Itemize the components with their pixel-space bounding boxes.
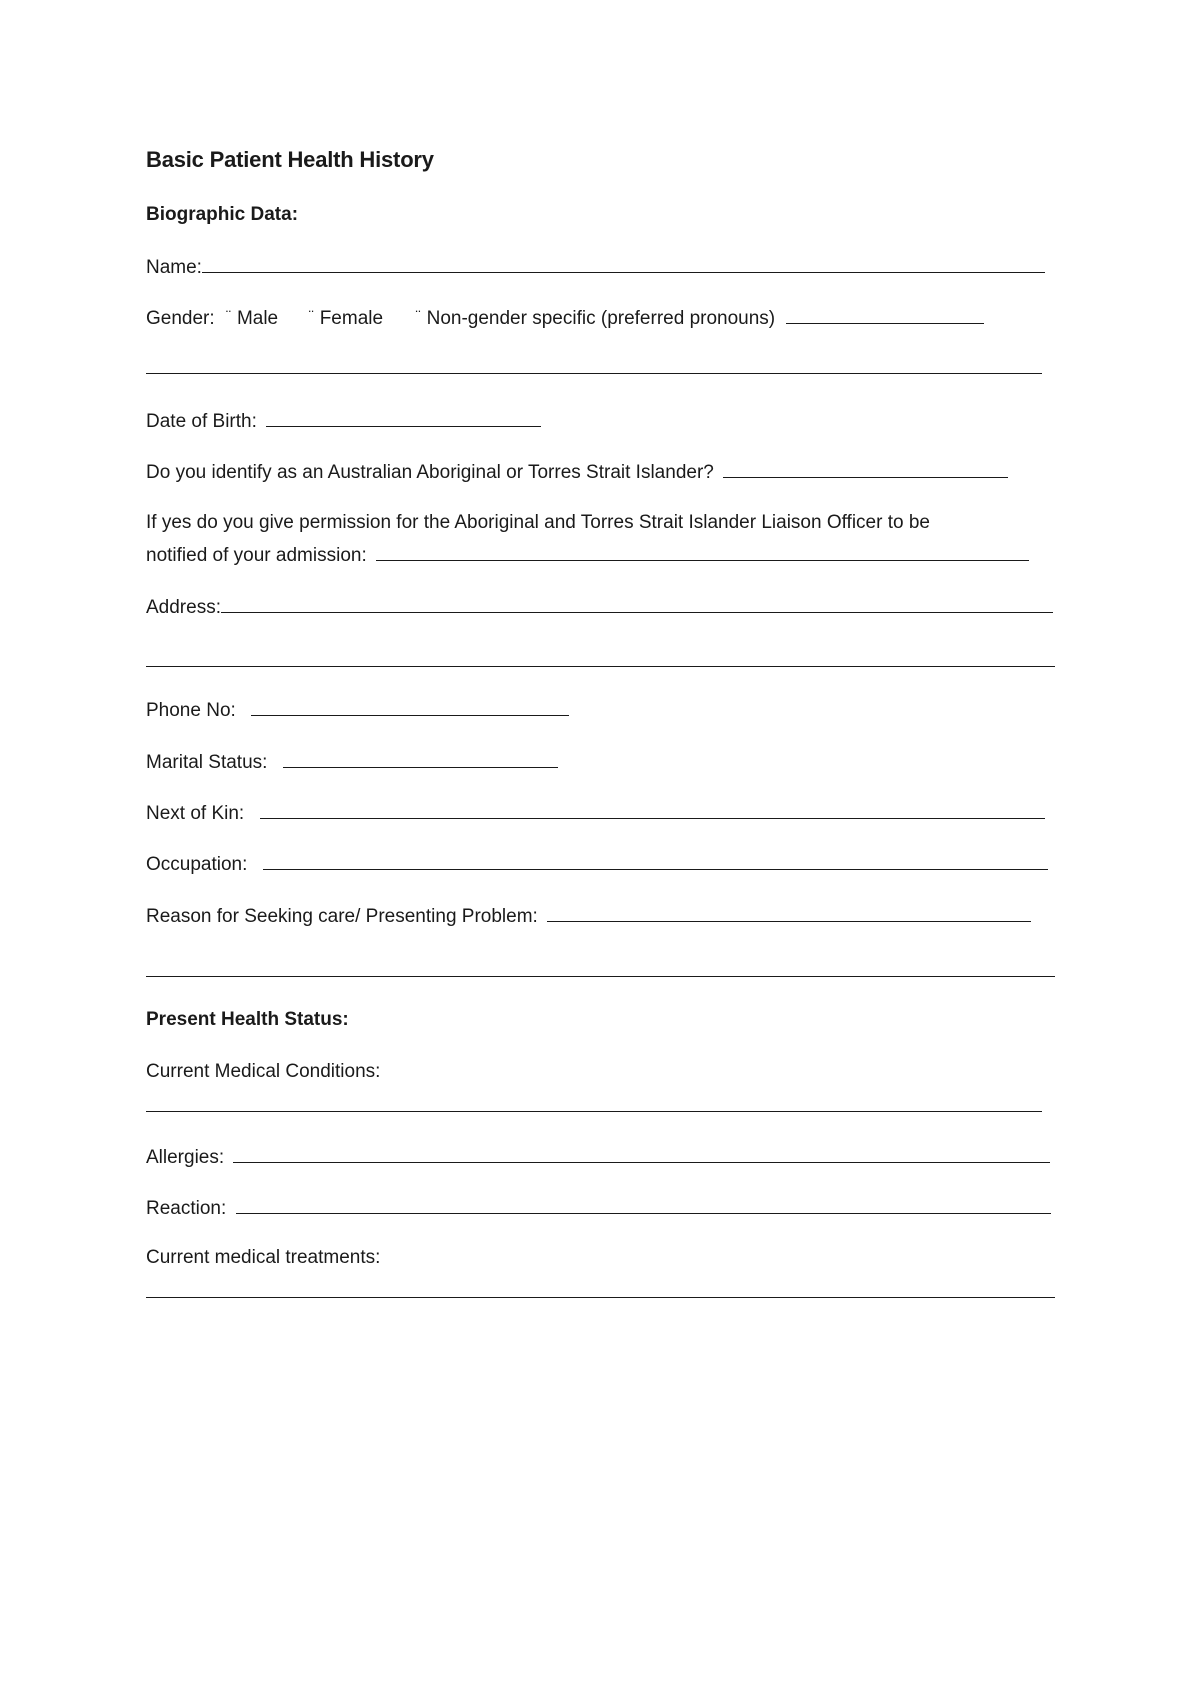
reason-field[interactable] [547, 903, 1031, 922]
name-label: Name: [146, 257, 202, 278]
phone-label: Phone No: [146, 700, 236, 721]
reason-continuation-row [146, 958, 1055, 984]
permission-question-line2: notified of your admission: [146, 545, 367, 566]
reaction-row [146, 1195, 1051, 1221]
reason-label: Reason for Seeking care/ Presenting Problem: [146, 906, 538, 927]
address-label: Address: [146, 597, 221, 618]
preferred-pronouns-field[interactable] [786, 305, 984, 324]
name-field[interactable] [202, 254, 1045, 273]
male-option-label: Male [236, 308, 279, 329]
address-continuation-row [146, 648, 1055, 674]
section-heading-biographic: Biographic Data: [146, 204, 299, 225]
occupation-field[interactable] [263, 851, 1048, 870]
name-row [146, 254, 1045, 280]
current-medical-conditions-field[interactable] [146, 1093, 1042, 1112]
permission-question-line1: If yes do you give permission for the Aboriginal and Torres Strait Islander Liaison Officer to be [146, 512, 930, 533]
aboriginal-row [146, 459, 1008, 485]
conditions-row [146, 1060, 380, 1084]
treatments-label: Current medical treatments: [146, 1247, 381, 1268]
address-field[interactable] [221, 594, 1053, 613]
occupation-row [146, 851, 1048, 877]
conditions-field-row [146, 1093, 1042, 1119]
permission-row-2 [146, 542, 1029, 568]
treatments-row [146, 1246, 380, 1270]
marital-label: Marital Status: [146, 752, 268, 773]
aboriginal-answer-field[interactable] [723, 459, 1008, 478]
treatments-field-row [146, 1279, 1055, 1305]
gender-continuation-row [146, 355, 1042, 381]
phone-row [146, 697, 569, 723]
current-medical-treatments-field[interactable] [146, 1279, 1055, 1298]
non-gender-checkbox[interactable]: ¨ [415, 308, 421, 325]
occupation-label: Occupation: [146, 854, 248, 875]
pronouns-continuation-field[interactable] [146, 355, 1042, 374]
aboriginal-question: Do you identify as an Australian Aboriginal or Torres Strait Islander? [146, 462, 714, 483]
gender-row [146, 305, 984, 331]
permission-answer-field[interactable] [376, 542, 1029, 561]
allergies-row [146, 1144, 1050, 1170]
female-option-label: Female [319, 308, 384, 329]
kin-row [146, 800, 1045, 826]
dob-label: Date of Birth: [146, 411, 257, 432]
marital-status-field[interactable] [283, 749, 558, 768]
allergies-label: Allergies: [146, 1147, 225, 1168]
reason-continuation-field[interactable] [146, 958, 1055, 977]
next-of-kin-field[interactable] [260, 800, 1045, 819]
conditions-label: Current Medical Conditions: [146, 1061, 381, 1082]
marital-row [146, 749, 558, 775]
address-row [146, 594, 1053, 620]
permission-row-1 [146, 511, 930, 535]
female-checkbox[interactable]: ¨ [308, 308, 314, 325]
dob-field[interactable] [266, 408, 541, 427]
address-continuation-field[interactable] [146, 648, 1055, 667]
reaction-field[interactable] [236, 1195, 1051, 1214]
dob-row [146, 408, 541, 434]
section-heading-present: Present Health Status: [146, 1009, 349, 1030]
reason-row [146, 903, 1031, 929]
allergies-field[interactable] [233, 1144, 1050, 1163]
reaction-label: Reaction: [146, 1198, 227, 1219]
page-title: Basic Patient Health History [146, 147, 434, 172]
non-gender-option-label: Non-gender specific (preferred pronouns) [426, 308, 776, 329]
kin-label: Next of Kin: [146, 803, 245, 824]
phone-field[interactable] [251, 697, 569, 716]
gender-label: Gender: [146, 308, 215, 329]
male-checkbox[interactable]: ¨ [225, 308, 231, 325]
